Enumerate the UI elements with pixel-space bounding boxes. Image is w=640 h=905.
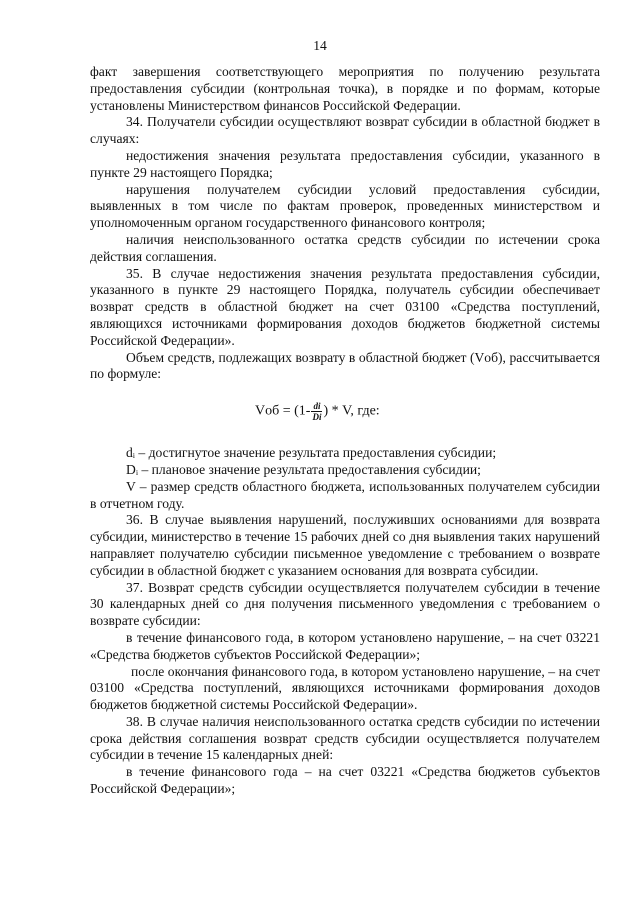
paragraph: факт завершения соответствующего мероприятия по получению результата предоставления субсидии (контрольная точка), в порядке и по формам, которые установлены Министерством финансов Российской Федерации. bbox=[90, 64, 600, 113]
paragraphs-after-formula bbox=[90, 445, 600, 798]
document-body bbox=[90, 64, 600, 798]
formula bbox=[90, 389, 600, 435]
paragraph: Dᵢ – плановое значение результата предоставления субсидии; bbox=[126, 461, 481, 477]
paragraph: наличия неиспользованного остатка средств субсидии по истечении срока действия соглашения. bbox=[90, 231, 600, 264]
paragraph: недостижения значения результата предоставления субсидии, указанного в пункте 29 настоящего Порядка; bbox=[90, 147, 600, 180]
paragraph: Объем средств, подлежащих возврату в областной бюджет (Vоб), рассчитывается по формуле: bbox=[90, 349, 600, 382]
paragraph: V – размер средств областного бюджета, использованных получателем субсидии в отчетном году. bbox=[90, 478, 600, 511]
formula-rhs: ) * V, где: bbox=[323, 403, 380, 419]
formula-expression bbox=[255, 401, 380, 422]
paragraph: dᵢ – достигнутое значение результата предоставления субсидии; bbox=[126, 445, 497, 461]
paragraph: в течение финансового года – на счет 03221 «Средства бюджетов субъектов Российской Федерации»; bbox=[90, 764, 600, 797]
paragraphs-before-formula bbox=[90, 64, 600, 383]
formula-numerator: di bbox=[313, 401, 321, 412]
page-number: 14 bbox=[313, 38, 327, 53]
paragraph: 34. Получатели субсидии осуществляют возврат субсидии в областной бюджет в случаях: bbox=[90, 114, 600, 147]
formula-fraction bbox=[311, 401, 322, 422]
paragraph: 36. В случае выявления нарушений, послуживших основаниями для возврата субсидии, министерство в течение 15 рабочих дней со дня выявления таких нарушений направляет получателю субсидии письменное уведомление с требованием о возврате субсидии в областной бюджет с указанием основания для возврата субсидии. bbox=[90, 512, 600, 578]
formula-lhs: Vоб = (1- bbox=[255, 403, 311, 419]
formula-denominator: Di bbox=[312, 412, 322, 423]
paragraph: нарушения получателем субсидии условий предоставления субсидии, выявленных в том числе по фактам проверок, проведенных министерством и уполномоченным органом государственного финансового контроля; bbox=[90, 181, 600, 231]
paragraph: после окончания финансового года, в котором установлено нарушение, – на счет 03100 «Средства поступлений, являющихся источниками формирования доходов бюджетов бюджетной системы Российской Федерации». bbox=[90, 663, 600, 713]
paragraph: 38. В случае наличия неиспользованного остатка средств субсидии по истечении срока действия соглашения возврат средств субсидии осуществляется получателем субсидии в течение 15 календарных дней: bbox=[90, 713, 600, 763]
paragraph: в течение финансового года, в котором установлено нарушение, – на счет 03221 «Средства бюджетов субъектов Российской Федерации»; bbox=[90, 629, 600, 662]
paragraph: 35. В случае недостижения значения результата предоставления субсидии, указанного в пункте 29 настоящего Порядка, получатель субсидии обеспечивает возврат средств в областной бюджет на счет 03100 «Средства поступлений, являющихся источниками формирования доходов бюджетов бюджетной системы Российской Федерации». bbox=[90, 265, 600, 348]
paragraph: 37. Возврат средств субсидии осуществляется получателем субсидии в течение 30 календарных дней со дня получения письменного уведомления с требованием о возврате субсидии: bbox=[90, 579, 600, 629]
